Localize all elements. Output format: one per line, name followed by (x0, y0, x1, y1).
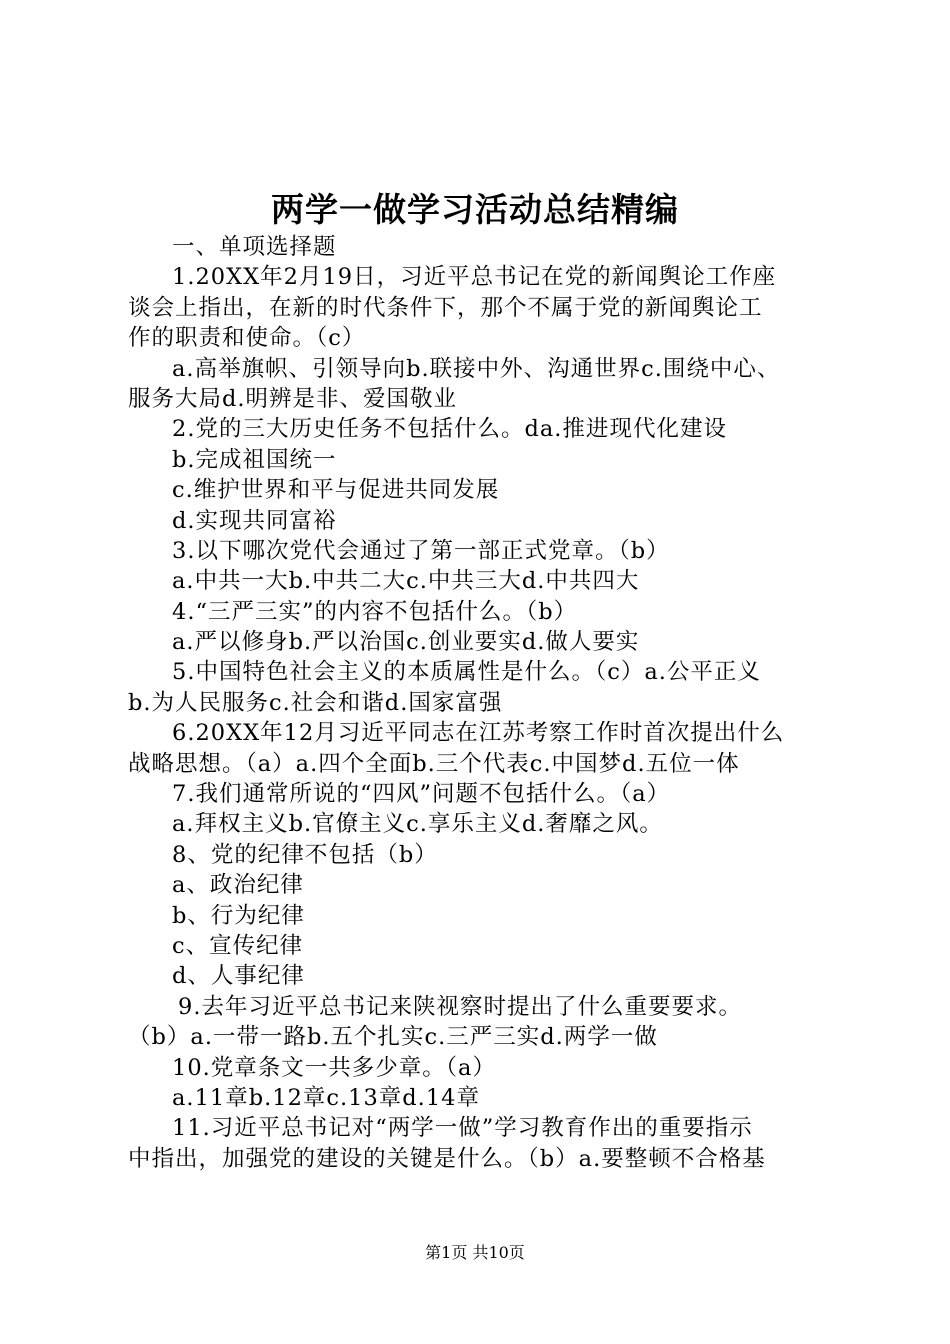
text-line: c、宣传纪律 (172, 932, 304, 959)
text-line: 一、单项选择题 (172, 234, 337, 260)
text-line: 战略思想。（a）a.四个全面b.三个代表c.中国梦d.五位一体 (128, 750, 740, 777)
text-line: a.11章b.12章c.13章d.14章 (172, 1084, 480, 1111)
text-line: 谈会上指出，在新的时代条件下，那个不属于党的新闻舆论工 (128, 294, 763, 321)
text-line: 中指出，加强党的建设的关键是什么。（b）a.要整顿不合格基 (128, 1145, 766, 1172)
text-line: 4.“三严三实”的内容不包括什么。（b） (172, 598, 578, 625)
text-line: 6.20XX年12月习近平同志在江苏考察工作时首次提出什么 (172, 720, 785, 747)
document-body (128, 232, 832, 1174)
text-line: d、人事纪律 (172, 963, 305, 990)
text-line: 2.党的三大历史任务不包括什么。da.推进现代化建设 (172, 416, 727, 443)
text-line: a.严以修身b.严以治国c.创业要实d.做人要实 (172, 629, 640, 656)
page-footer: 第1页 共10页 (425, 1243, 525, 1262)
text-line: 1.20XX年2月19日，习近平总书记在党的新闻舆论工作座 (172, 264, 777, 291)
text-line: b、行为纪律 (172, 902, 305, 929)
text-line: a.高举旗帜、引领导向b.联接中外、沟通世界c.围绕中心、 (172, 355, 781, 382)
text-line: 服务大局d.明辨是非、爱国敬业 (128, 385, 458, 412)
text-line: a、政治纪律 (172, 872, 304, 899)
document-title: 两学一做学习活动总结精编 (271, 190, 679, 229)
text-line: 5.中国特色社会主义的本质属性是什么。（c）a.公平正义 (172, 659, 761, 686)
text-line: a.中共一大b.中共二大c.中共三大d.中共四大 (172, 568, 640, 595)
text-line: b.为人民服务c.社会和谐d.国家富强 (128, 689, 503, 716)
text-line: 作的职责和使命。（c） (128, 325, 366, 352)
text-line: d.实现共同富裕 (172, 507, 337, 534)
text-line: 7.我们通常所说的“四风”问题不包括什么。（a） (172, 781, 671, 808)
text-line: 8、党的纪律不包括（b） (172, 841, 438, 868)
text-line: b.完成祖国统一 (172, 446, 337, 473)
text-line: 9.去年习近平总书记来陕视察时提出了什么重要要求。 (178, 993, 742, 1020)
text-line: a.拜权主义b.官僚主义c.享乐主义d.奢靡之风。 (172, 811, 663, 838)
text-line: 10.党章条文一共多少章。（a） (172, 1054, 496, 1081)
text-line: 11.习近平总书记对“两学一做”学习教育作出的重要指示 (172, 1115, 753, 1142)
text-line: c.维护世界和平与促进共同发展 (172, 477, 500, 504)
text-line: （b）a.一带一路b.五个扎实c.三严三实d.两学一做 (128, 1024, 658, 1051)
text-line: 3.以下哪次党代会通过了第一部正式党章。（b） (172, 537, 670, 564)
